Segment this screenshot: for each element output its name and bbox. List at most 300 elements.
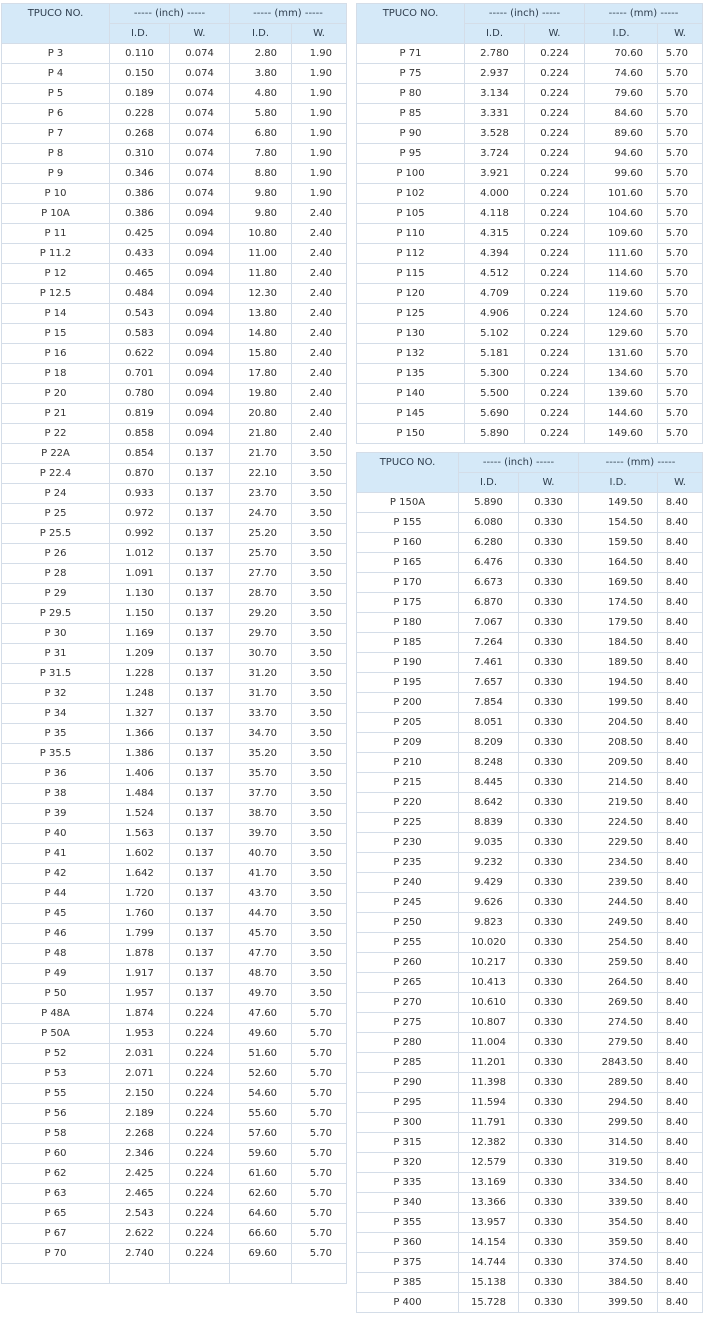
- inch-id-cell: 3.921: [465, 164, 525, 184]
- mm-w-cell: 8.40: [658, 613, 703, 633]
- mm-id-cell: 189.50: [579, 653, 658, 673]
- mm-w-cell: 3.50: [292, 804, 347, 824]
- tpuco-no-cell: P 125: [357, 304, 465, 324]
- inch-id-cell: 1.957: [110, 984, 170, 1004]
- tpuco-no-cell: P 102: [357, 184, 465, 204]
- inch-id-cell: 5.890: [465, 424, 525, 444]
- inch-w-cell: 0.330: [519, 513, 579, 533]
- inch-w-cell: 0.224: [525, 264, 585, 284]
- tpuco-no-cell: P 140: [357, 384, 465, 404]
- mm-w-cell: 2.40: [292, 204, 347, 224]
- mm-id-cell: 314.50: [579, 1133, 658, 1153]
- tpuco-no-cell: P 22A: [2, 444, 110, 464]
- table-row: [2, 1064, 347, 1084]
- tpuco-no-cell: P 46: [2, 924, 110, 944]
- mm-w-cell: 3.50: [292, 624, 347, 644]
- inch-w-cell: 0.330: [519, 1193, 579, 1213]
- mm-id-cell: 5.80: [230, 104, 292, 124]
- tpuco-no-cell: P 270: [357, 993, 459, 1013]
- tpuco-no-cell: P 39: [2, 804, 110, 824]
- inch-w-cell: 0.074: [170, 84, 230, 104]
- col-header-mm-id: I.D.: [579, 473, 658, 493]
- tpuco-no-cell: P 11: [2, 224, 110, 244]
- table-row: [357, 44, 703, 64]
- tpuco-no-cell: P 210: [357, 753, 459, 773]
- table-row: [2, 1204, 347, 1224]
- mm-id-cell: 41.70: [230, 864, 292, 884]
- inch-w-cell: 0.224: [525, 104, 585, 124]
- tpuco-no-cell: P 175: [357, 593, 459, 613]
- inch-w-cell: 0.137: [170, 784, 230, 804]
- mm-w-cell: 8.40: [658, 593, 703, 613]
- inch-id-cell: 5.102: [465, 324, 525, 344]
- mm-w-cell: 5.70: [292, 1224, 347, 1244]
- mm-w-cell: 3.50: [292, 824, 347, 844]
- tpuco-no-cell: P 80: [357, 84, 465, 104]
- tpuco-no-cell: P 315: [357, 1133, 459, 1153]
- mm-id-cell: 51.60: [230, 1044, 292, 1064]
- inch-w-cell: 0.330: [519, 733, 579, 753]
- inch-id-cell: 4.906: [465, 304, 525, 324]
- mm-w-cell: 8.40: [658, 1293, 703, 1313]
- inch-id-cell: 8.209: [459, 733, 519, 753]
- inch-w-cell: 0.330: [519, 1153, 579, 1173]
- inch-id-cell: 13.366: [459, 1193, 519, 1213]
- table-row: [357, 264, 703, 284]
- tpuco-no-cell: P 130: [357, 324, 465, 344]
- mm-w-cell: 5.70: [658, 104, 703, 124]
- mm-w-cell: 2.40: [292, 424, 347, 444]
- mm-id-cell: 17.80: [230, 364, 292, 384]
- inch-w-cell: 0.137: [170, 744, 230, 764]
- inch-w-cell: 0.330: [519, 1053, 579, 1073]
- inch-id-cell: 0.228: [110, 104, 170, 124]
- mm-w-cell: 5.70: [658, 124, 703, 144]
- inch-w-cell: 0.137: [170, 504, 230, 524]
- inch-id-cell: 1.642: [110, 864, 170, 884]
- inch-w-cell: 0.330: [519, 813, 579, 833]
- tpuco-no-cell: P 50A: [2, 1024, 110, 1044]
- table-row: [357, 244, 703, 264]
- table-row: [2, 204, 347, 224]
- mm-id-cell: 22.10: [230, 464, 292, 484]
- table-row: [357, 713, 703, 733]
- mm-id-cell: 179.50: [579, 613, 658, 633]
- table-row: [2, 264, 347, 284]
- table-row: [357, 833, 703, 853]
- mm-id-cell: 214.50: [579, 773, 658, 793]
- mm-id-cell: 40.70: [230, 844, 292, 864]
- inch-w-cell: 0.074: [170, 184, 230, 204]
- inch-w-cell: 0.137: [170, 664, 230, 684]
- inch-w-cell: 0.137: [170, 924, 230, 944]
- mm-w-cell: 5.70: [292, 1044, 347, 1064]
- inch-id-cell: 4.394: [465, 244, 525, 264]
- mm-w-cell: 2.40: [292, 384, 347, 404]
- mm-id-cell: 274.50: [579, 1013, 658, 1033]
- col-header-tpuco-no: TPUCO NO.: [2, 4, 110, 44]
- table-row: [2, 564, 347, 584]
- col-header-mm-id: I.D.: [585, 24, 658, 44]
- mm-w-cell: 8.40: [658, 933, 703, 953]
- tpuco-no-cell: P 56: [2, 1104, 110, 1124]
- inch-w-cell: 0.224: [525, 64, 585, 84]
- inch-id-cell: 0.386: [110, 204, 170, 224]
- mm-id-cell: 21.80: [230, 424, 292, 444]
- mm-w-cell: 5.70: [292, 1144, 347, 1164]
- inch-w-cell: 0.224: [525, 244, 585, 264]
- table-row: [2, 824, 347, 844]
- tpuco-no-cell: P 245: [357, 893, 459, 913]
- table-row: [357, 1173, 703, 1193]
- mm-w-cell: 1.90: [292, 84, 347, 104]
- table-row: [2, 944, 347, 964]
- inch-w-cell: 0.330: [519, 1233, 579, 1253]
- table-row: [2, 1044, 347, 1064]
- mm-id-cell: 13.80: [230, 304, 292, 324]
- inch-id-cell: 0.858: [110, 424, 170, 444]
- mm-id-cell: 139.60: [585, 384, 658, 404]
- tpuco-no-cell: P 52: [2, 1044, 110, 1064]
- table-row: [2, 744, 347, 764]
- mm-id-cell: 21.70: [230, 444, 292, 464]
- tpuco-no-cell: P 240: [357, 873, 459, 893]
- mm-id-cell: 104.60: [585, 204, 658, 224]
- inch-id-cell: 11.004: [459, 1033, 519, 1053]
- mm-w-cell: 2.40: [292, 404, 347, 424]
- mm-id-cell: 9.80: [230, 204, 292, 224]
- tpuco-no-cell: P 75: [357, 64, 465, 84]
- mm-w-cell: 5.70: [292, 1084, 347, 1104]
- mm-w-cell: 1.90: [292, 164, 347, 184]
- inch-w-cell: 0.224: [170, 1144, 230, 1164]
- table-row: [2, 644, 347, 664]
- table-row: [357, 873, 703, 893]
- mm-w-cell: 3.50: [292, 784, 347, 804]
- tpuco-no-cell: P 112: [357, 244, 465, 264]
- inch-w-cell: [170, 1264, 230, 1284]
- table-row: [357, 204, 703, 224]
- mm-w-cell: 8.40: [658, 953, 703, 973]
- tpuco-no-cell: P 190: [357, 653, 459, 673]
- mm-id-cell: 384.50: [579, 1273, 658, 1293]
- table-row: [2, 924, 347, 944]
- inch-id-cell: 0.150: [110, 64, 170, 84]
- mm-id-cell: 399.50: [579, 1293, 658, 1313]
- col-header-mm-w: W.: [658, 473, 703, 493]
- inch-id-cell: 0.386: [110, 184, 170, 204]
- tpuco-no-cell: P 265: [357, 973, 459, 993]
- mm-w-cell: 5.70: [658, 424, 703, 444]
- table-row: [2, 104, 347, 124]
- tpuco-no-cell: P 16: [2, 344, 110, 364]
- mm-id-cell: 8.80: [230, 164, 292, 184]
- inch-id-cell: 8.445: [459, 773, 519, 793]
- tpuco-no-cell: P 115: [357, 264, 465, 284]
- mm-id-cell: 14.80: [230, 324, 292, 344]
- inch-w-cell: 0.224: [525, 204, 585, 224]
- inch-w-cell: 0.137: [170, 884, 230, 904]
- inch-id-cell: 9.429: [459, 873, 519, 893]
- table-row: [357, 384, 703, 404]
- table-row: [357, 1153, 703, 1173]
- tpuco-no-cell: P 31: [2, 644, 110, 664]
- table-row: [2, 804, 347, 824]
- mm-id-cell: 279.50: [579, 1033, 658, 1053]
- table-row: [357, 513, 703, 533]
- tpuco-no-cell: P 28: [2, 564, 110, 584]
- inch-id-cell: 8.051: [459, 713, 519, 733]
- table-row: [2, 664, 347, 684]
- inch-id-cell: 0.780: [110, 384, 170, 404]
- table-row: [2, 504, 347, 524]
- col-header-inch-w: W.: [170, 24, 230, 44]
- inch-w-cell: 0.224: [525, 344, 585, 364]
- tpuco-no-cell: P 12.5: [2, 284, 110, 304]
- mm-w-cell: 8.40: [658, 833, 703, 853]
- table-row: [357, 104, 703, 124]
- inch-w-cell: 0.330: [519, 1073, 579, 1093]
- table-row: [2, 724, 347, 744]
- mm-w-cell: 3.50: [292, 644, 347, 664]
- table-row: [357, 1253, 703, 1273]
- mm-id-cell: 6.80: [230, 124, 292, 144]
- table-row: [357, 144, 703, 164]
- tpuco-no-cell: P 41: [2, 844, 110, 864]
- inch-id-cell: 3.528: [465, 124, 525, 144]
- inch-w-cell: 0.330: [519, 853, 579, 873]
- tpuco-no-cell: P 49: [2, 964, 110, 984]
- inch-id-cell: 2.425: [110, 1164, 170, 1184]
- tpuco-no-cell: P 3: [2, 44, 110, 64]
- inch-w-cell: 0.224: [170, 1044, 230, 1064]
- inch-id-cell: 0.189: [110, 84, 170, 104]
- tpuco-no-cell: P 67: [2, 1224, 110, 1244]
- table-row: [357, 993, 703, 1013]
- inch-w-cell: 0.224: [170, 1184, 230, 1204]
- tpuco-no-cell: P 10A: [2, 204, 110, 224]
- mm-w-cell: 8.40: [658, 1033, 703, 1053]
- inch-id-cell: 6.280: [459, 533, 519, 553]
- mm-w-cell: 3.50: [292, 684, 347, 704]
- mm-w-cell: 8.40: [658, 733, 703, 753]
- inch-w-cell: 0.224: [525, 304, 585, 324]
- inch-id-cell: 2.937: [465, 64, 525, 84]
- mm-id-cell: 34.70: [230, 724, 292, 744]
- table-row: [2, 424, 347, 444]
- tpuco-no-cell: P 250: [357, 913, 459, 933]
- tpuco-no-cell: P 35.5: [2, 744, 110, 764]
- spec-table-1: [1, 3, 347, 1284]
- inch-w-cell: 0.224: [525, 284, 585, 304]
- table-row: [2, 464, 347, 484]
- tpuco-no-cell: P 105: [357, 204, 465, 224]
- mm-id-cell: 52.60: [230, 1064, 292, 1084]
- mm-w-cell: 2.40: [292, 324, 347, 344]
- table-row: [2, 624, 347, 644]
- mm-w-cell: 8.40: [658, 533, 703, 553]
- inch-id-cell: 5.890: [459, 493, 519, 513]
- tpuco-no-cell: P 120: [357, 284, 465, 304]
- table-row: [357, 953, 703, 973]
- mm-id-cell: 254.50: [579, 933, 658, 953]
- mm-id-cell: 119.60: [585, 284, 658, 304]
- mm-id-cell: 184.50: [579, 633, 658, 653]
- inch-id-cell: 1.917: [110, 964, 170, 984]
- mm-id-cell: 239.50: [579, 873, 658, 893]
- tpuco-no-cell: P 255: [357, 933, 459, 953]
- table-row: [2, 184, 347, 204]
- inch-id-cell: 0.268: [110, 124, 170, 144]
- inch-w-cell: 0.330: [519, 1113, 579, 1133]
- tpuco-no-cell: P 285: [357, 1053, 459, 1073]
- table-row: [2, 1084, 347, 1104]
- tpuco-no-cell: P 180: [357, 613, 459, 633]
- mm-id-cell: 299.50: [579, 1113, 658, 1133]
- mm-w-cell: 1.90: [292, 44, 347, 64]
- inch-id-cell: 5.690: [465, 404, 525, 424]
- mm-id-cell: 30.70: [230, 644, 292, 664]
- mm-w-cell: 5.70: [658, 344, 703, 364]
- mm-w-cell: 8.40: [658, 993, 703, 1013]
- mm-id-cell: 169.50: [579, 573, 658, 593]
- inch-w-cell: 0.137: [170, 984, 230, 1004]
- mm-w-cell: 8.40: [658, 973, 703, 993]
- inch-w-cell: 0.224: [525, 164, 585, 184]
- tpuco-no-cell: P 45: [2, 904, 110, 924]
- col-header-tpuco-no: TPUCO NO.: [357, 4, 465, 44]
- mm-id-cell: 61.60: [230, 1164, 292, 1184]
- mm-id-cell: 35.20: [230, 744, 292, 764]
- inch-w-cell: 0.137: [170, 444, 230, 464]
- mm-w-cell: 8.40: [658, 573, 703, 593]
- inch-id-cell: 4.118: [465, 204, 525, 224]
- tpuco-no-cell: P 25: [2, 504, 110, 524]
- mm-id-cell: 194.50: [579, 673, 658, 693]
- table-row: [2, 384, 347, 404]
- inch-w-cell: 0.137: [170, 844, 230, 864]
- inch-id-cell: 15.138: [459, 1273, 519, 1293]
- mm-w-cell: 5.70: [658, 404, 703, 424]
- inch-id-cell: 2.346: [110, 1144, 170, 1164]
- inch-id-cell: 9.626: [459, 893, 519, 913]
- tpuco-no-cell: P 38: [2, 784, 110, 804]
- inch-w-cell: 0.330: [519, 553, 579, 573]
- table-row: [357, 813, 703, 833]
- table-row: [357, 533, 703, 553]
- col-header-inch: ----- (inch) -----: [110, 4, 230, 24]
- table-row: [357, 633, 703, 653]
- mm-w-cell: 5.70: [658, 184, 703, 204]
- tpuco-no-cell: P 8: [2, 144, 110, 164]
- table-row: [357, 553, 703, 573]
- mm-w-cell: 5.70: [658, 64, 703, 84]
- mm-id-cell: 129.60: [585, 324, 658, 344]
- mm-id-cell: 39.70: [230, 824, 292, 844]
- table-row: [357, 84, 703, 104]
- mm-w-cell: 1.90: [292, 124, 347, 144]
- mm-id-cell: 224.50: [579, 813, 658, 833]
- inch-id-cell: 6.476: [459, 553, 519, 573]
- mm-w-cell: 2.40: [292, 244, 347, 264]
- tpuco-no-cell: P 340: [357, 1193, 459, 1213]
- mm-w-cell: 2.40: [292, 304, 347, 324]
- mm-w-cell: 8.40: [658, 873, 703, 893]
- mm-id-cell: 94.60: [585, 144, 658, 164]
- inch-id-cell: 0.433: [110, 244, 170, 264]
- tpuco-no-cell: P 230: [357, 833, 459, 853]
- col-header-mm: ----- (mm) -----: [585, 4, 703, 24]
- tpuco-no-cell: P 290: [357, 1073, 459, 1093]
- inch-id-cell: 0.465: [110, 264, 170, 284]
- inch-id-cell: 5.300: [465, 364, 525, 384]
- tpuco-no-cell: P 58: [2, 1124, 110, 1144]
- inch-w-cell: 0.330: [519, 1033, 579, 1053]
- inch-id-cell: 7.657: [459, 673, 519, 693]
- col-header-inch-w: W.: [519, 473, 579, 493]
- inch-w-cell: 0.137: [170, 624, 230, 644]
- table-row: [2, 444, 347, 464]
- table-row: [2, 1164, 347, 1184]
- inch-w-cell: 0.330: [519, 1273, 579, 1293]
- inch-w-cell: 0.330: [519, 893, 579, 913]
- inch-w-cell: 0.224: [525, 424, 585, 444]
- mm-id-cell: 319.50: [579, 1153, 658, 1173]
- col-header-inch-w: W.: [525, 24, 585, 44]
- tpuco-no-cell: P 160: [357, 533, 459, 553]
- inch-id-cell: 5.181: [465, 344, 525, 364]
- inch-id-cell: 10.610: [459, 993, 519, 1013]
- table-row: [2, 584, 347, 604]
- inch-id-cell: 0.972: [110, 504, 170, 524]
- inch-w-cell: 0.074: [170, 64, 230, 84]
- inch-w-cell: 0.330: [519, 633, 579, 653]
- mm-w-cell: 3.50: [292, 724, 347, 744]
- mm-w-cell: 8.40: [658, 1173, 703, 1193]
- mm-id-cell: 259.50: [579, 953, 658, 973]
- mm-id-cell: 49.60: [230, 1024, 292, 1044]
- tpuco-no-cell: P 155: [357, 513, 459, 533]
- mm-w-cell: 5.70: [292, 1244, 347, 1264]
- inch-w-cell: 0.330: [519, 773, 579, 793]
- mm-w-cell: 3.50: [292, 904, 347, 924]
- mm-w-cell: [292, 1264, 347, 1284]
- inch-w-cell: 0.330: [519, 713, 579, 733]
- tpuco-no-cell: P 63: [2, 1184, 110, 1204]
- inch-w-cell: 0.330: [519, 673, 579, 693]
- table-row: [357, 324, 703, 344]
- inch-id-cell: 0.583: [110, 324, 170, 344]
- col-header-tpuco-no: TPUCO NO.: [357, 453, 459, 493]
- tpuco-no-cell: P 70: [2, 1244, 110, 1264]
- table-row: [2, 764, 347, 784]
- tpuco-no-cell: P 275: [357, 1013, 459, 1033]
- inch-w-cell: 0.330: [519, 1293, 579, 1313]
- mm-w-cell: 5.70: [658, 364, 703, 384]
- tpuco-no-cell: P 48: [2, 944, 110, 964]
- table-row: [2, 1144, 347, 1164]
- mm-w-cell: 8.40: [658, 1153, 703, 1173]
- inch-id-cell: 3.331: [465, 104, 525, 124]
- inch-id-cell: 5.500: [465, 384, 525, 404]
- mm-id-cell: 45.70: [230, 924, 292, 944]
- table-row: [357, 593, 703, 613]
- inch-id-cell: 1.386: [110, 744, 170, 764]
- mm-id-cell: 49.70: [230, 984, 292, 1004]
- table-row: [357, 773, 703, 793]
- inch-w-cell: 0.074: [170, 124, 230, 144]
- mm-w-cell: 3.50: [292, 924, 347, 944]
